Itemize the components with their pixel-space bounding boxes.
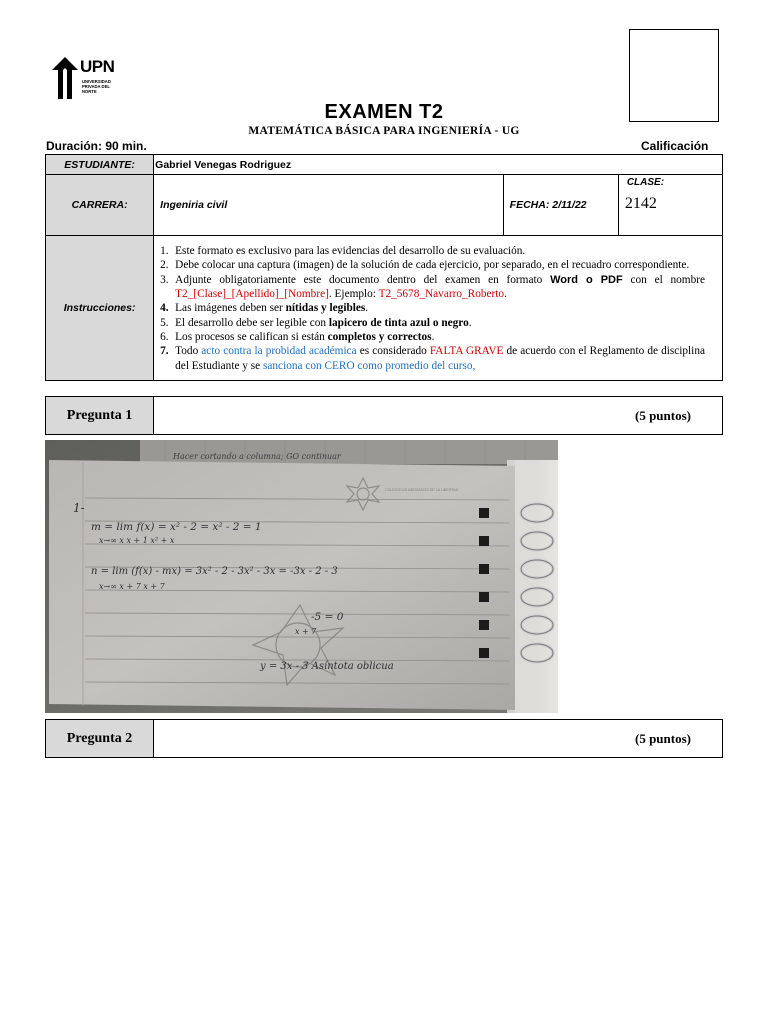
instruction-text: Este formato es exclusivo para las evidencias del desarrollo de su evaluación.: [175, 245, 526, 258]
instruction-text: es considerado: [356, 345, 430, 358]
exam-title: EXAMEN T2: [324, 101, 444, 123]
instruction-text: .: [468, 316, 472, 329]
instruction-number: 7.: [160, 345, 169, 358]
class-cell: [618, 175, 722, 236]
instruction-text: de acuerdo con el Reglamento de disciplina del Estudiante y se: [175, 345, 705, 372]
student-name: Gabriel Venegas Rodriguez: [154, 155, 723, 175]
serious-offense-highlight: FALTA GRAVE: [429, 345, 504, 358]
instruction-text: .: [431, 330, 435, 343]
instruction-item: [160, 258, 705, 272]
instruction-item: [160, 330, 705, 344]
instruction-highlight: nítidas y legibles: [285, 302, 366, 315]
instruction-text: Todo: [175, 345, 202, 358]
duration-label: Duración: 90 min.: [46, 139, 147, 153]
instruction-highlight: completos y correctos: [327, 330, 432, 343]
instruction-item: [160, 244, 705, 258]
instructions-cell: [154, 236, 723, 381]
instructions-list: [154, 241, 722, 375]
integrity-highlight: acto contra la probidad académica: [201, 345, 357, 358]
instruction-number: 5.: [160, 316, 169, 329]
question-2-label: Pregunta 2: [46, 720, 154, 757]
format-highlight: Word o PDF: [550, 273, 623, 286]
instruction-text: Debe colocar una captura (imagen) de la solución de cada ejercicio, por separado, en el recuadro correspondiente.: [175, 259, 690, 272]
sanction-highlight: sanciona con CERO como promedio del curso,: [263, 359, 476, 372]
handwritten-note: Hacer cortando a columna; GO continuar: [173, 452, 341, 461]
handwritten-line-1-sub: x→∞ x x + 1 x² + x: [99, 536, 175, 545]
handwritten-line-3-sub: x + 7: [295, 627, 317, 636]
instruction-number: 6.: [160, 330, 169, 343]
instructions-label: Instrucciones:: [46, 236, 154, 381]
instruction-text: El desarrollo debe ser legible con: [175, 316, 329, 329]
class-label: CLASE:: [626, 177, 665, 188]
instruction-number: 2.: [160, 259, 169, 272]
upn-arrow-icon: [52, 57, 78, 99]
instruction-number: 1.: [160, 245, 169, 258]
filename-example: T2_5678_Navarro_Roberto: [378, 288, 505, 301]
exam-subtitle: MATEMÁTICA BÁSICA PARA INGENIERÍA - UG: [248, 125, 520, 137]
handwritten-line-2: n = lim (f(x) - mx) = 3x² - 2 - 3x² - 3x = -3x - 2 - 3: [91, 566, 338, 577]
student-info-table: [45, 154, 723, 381]
instruction-text: Adjunte obligatoriamente este documento dentro del examen en formato: [175, 273, 551, 286]
instruction-text: Los procesos se califican si están: [175, 330, 328, 343]
question-1-label: Pregunta 1: [46, 397, 154, 434]
handwritten-line-3: -5 = 0: [311, 611, 344, 623]
instruction-item: [160, 316, 705, 330]
filename-pattern: T2_[Clase]_[Apellido]_[Nombre]: [175, 288, 329, 301]
instruction-item: [160, 301, 705, 315]
date-field: FECHA: 2/11/22: [503, 175, 618, 236]
handwritten-problem-number: 1-: [73, 501, 85, 515]
question-2-points: (5 puntos): [635, 730, 691, 746]
instruction-item: [160, 273, 705, 302]
question-1-header: [45, 396, 723, 435]
instruction-text: . Ejemplo:: [328, 288, 379, 301]
career-label: CARRERA:: [46, 175, 154, 236]
instruction-text: .: [365, 302, 369, 315]
student-label: ESTUDIANTE:: [46, 155, 154, 175]
notebook-photo-image: [45, 440, 558, 713]
instruction-number: 3.: [160, 273, 169, 286]
handwritten-line-2-sub: x→∞ x + 7 x + 7: [99, 582, 165, 591]
upn-logo: [52, 57, 122, 103]
grade-label: Calificación: [641, 139, 709, 153]
instruction-number: 4.: [160, 302, 169, 315]
instruction-text: con el nombre: [622, 273, 706, 286]
logo-text: UPN: [80, 57, 115, 76]
instruction-highlight: lapicero de tinta azul o negro: [328, 316, 469, 329]
answer-photo: [45, 440, 558, 713]
career-value: Ingeniria civil: [154, 175, 504, 236]
handwritten-line-1: m = lim f(x) = x² - 2 = x² - 2 = 1: [91, 521, 262, 533]
question-1-points: (5 puntos): [635, 407, 691, 423]
instruction-item: [160, 344, 705, 373]
handwritten-line-4: y = 3x - 3 Asíntota oblicua: [260, 661, 394, 672]
logo-subtitle: UNIVERSIDAD PRIVADA DEL NORTE: [82, 79, 111, 94]
class-value: 2142: [624, 195, 657, 212]
stamp-text: COLEGIO DE ABOGADOS DE LA LIBERTAD: [385, 488, 459, 492]
instruction-text: Las imágenes deben ser: [175, 302, 286, 315]
question-2-header: [45, 719, 723, 758]
instruction-text: .: [504, 288, 507, 301]
